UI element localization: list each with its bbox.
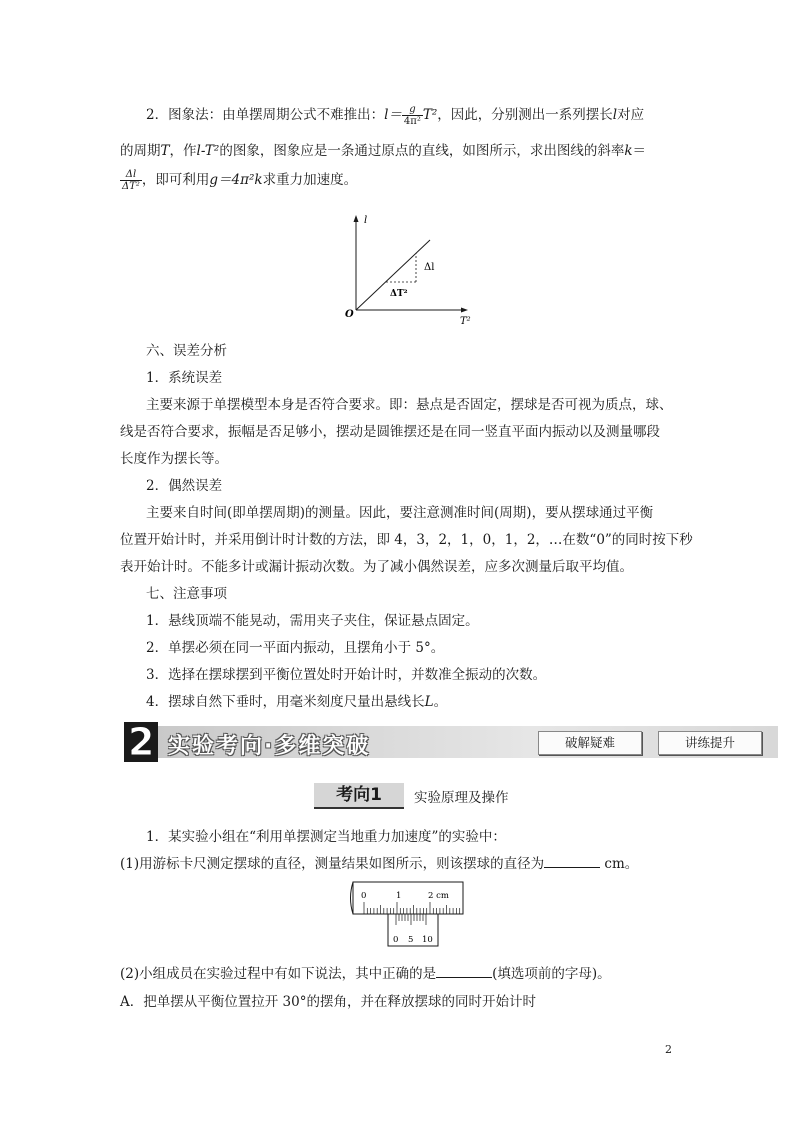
vernier-caliper (350, 876, 466, 948)
text: 。 (433, 694, 448, 710)
origin-label: O (345, 309, 354, 320)
kaoxiang-title: 考向1 (314, 783, 404, 809)
systematic-error-line2: 线是否符合要求，振幅是否足够小，摆动是圆锥摆还是在同一竖直平面内振动以及测量哪段 (120, 424, 660, 440)
note-item-4 (146, 690, 447, 710)
main-label-0: 0 (361, 891, 367, 901)
note-item-1: 1．悬线顶端不能晃动，需用夹子夹住，保证悬点固定。 (146, 613, 479, 629)
l-t2-graph (340, 212, 480, 328)
text: 的周期 (120, 143, 161, 159)
fraction-denominator: 4π² (403, 116, 421, 127)
note-item-3: 3．选择在摆球摆到平衡位置处时开始计时，并数准全振动的次数。 (146, 667, 547, 683)
section-banner (120, 722, 778, 762)
vernier-label-10: 10 (422, 935, 433, 945)
page-number: 2 (665, 1043, 672, 1056)
delta-t2-label: ΔT² (390, 289, 408, 299)
vernier-label-0: 0 (393, 935, 399, 945)
banner-number-box (124, 722, 158, 762)
formula: T² (422, 107, 438, 123)
text: 2．图象法：由单摆周期公式不难推出： (146, 107, 385, 123)
y-axis-label: l (364, 215, 368, 226)
fraction-g-over-4pi2 (402, 104, 423, 127)
systematic-error-line1: 主要来源于单摆模型本身是否符合要求。即：悬点是否固定，摆球是否可视为质点，球、 (146, 397, 673, 413)
graph-line (356, 240, 430, 310)
y-axis-arrow (354, 215, 359, 222)
text: ，即可利用 (141, 172, 210, 188)
text: cm。 (604, 856, 639, 872)
question1-part1 (120, 852, 638, 872)
fraction-numerator: Δl (120, 169, 142, 181)
text: (2)小组成员在实验过程中有如下说法，其中正确的是 (120, 966, 437, 982)
text: ，作 (169, 143, 197, 159)
banner-number: 2 (128, 720, 155, 764)
banner-title: 实验考向·多维突破 (168, 734, 371, 759)
kaoxiang-subtitle: 实验原理及操作 (414, 790, 509, 806)
text: 对应 (617, 107, 645, 123)
main-label-2cm: 2 cm (428, 891, 449, 901)
formula: l＝ (384, 107, 402, 123)
text: ＝ (632, 143, 647, 159)
variable: T (160, 143, 170, 159)
variable: l (612, 107, 618, 123)
text: ，因此，分别测出一系列摆长 (437, 107, 613, 123)
random-error-title: 2．偶然误差 (146, 478, 223, 494)
question1-part2 (120, 962, 611, 982)
para2-line2 (120, 139, 646, 159)
para2-line3 (120, 168, 357, 192)
tab-crack-difficulties[interactable]: 破解疑难 (538, 731, 642, 755)
answer-blank-2[interactable] (436, 965, 492, 978)
fraction-denominator: ΔT² (122, 181, 140, 192)
option-a[interactable]: A．把单摆从平衡位置拉开 30°的摆角，并在释放摆球的同时开始计时 (120, 994, 536, 1010)
text: 求重力加速度。 (262, 172, 358, 188)
formula: g＝4π²k (209, 172, 263, 188)
systematic-error-title: 1．系统误差 (146, 370, 223, 386)
note-item-2: 2．单摆必须在同一平面内振动，且摆角小于 5°。 (146, 640, 445, 656)
fraction-dl-over-dt2 (120, 169, 142, 192)
answer-blank-1[interactable] (544, 855, 600, 868)
variable: k (624, 143, 633, 159)
random-error-line1: 主要来自时间(即单摆周期)的测量。因此，要注意测准时间(周期)，要从摆球通过平衡 (146, 505, 654, 521)
text: (填选项前的字母)。 (492, 966, 611, 982)
question1-intro: 1．某实验小组在“利用单摆测定当地重力加速度”的实验中： (146, 829, 506, 845)
delta-l-label: Δl (424, 262, 435, 273)
vernier-label-5: 5 (408, 935, 414, 945)
para2-line1 (146, 103, 644, 127)
text: 4．摆球自然下垂时，用毫米刻度尺量出悬线长 (146, 694, 425, 710)
x-axis-label: T² (460, 316, 471, 327)
text: 的图象，图象应是一条通过原点的直线，如图所示，求出图线的斜率 (219, 143, 625, 159)
text: (1)用游标卡尺测定摆球的直径，测量结果如图所示，则该摆球的直径为 (120, 856, 545, 872)
tab-practice-improve[interactable]: 讲练提升 (658, 731, 762, 755)
random-error-line3: 表开始计时。不能多计或漏计振动次数。为了减小偶然误差，应多次测量后取平均值。 (120, 559, 633, 575)
variable: l-T² (196, 143, 220, 159)
fraction-numerator: g (402, 104, 423, 116)
variable: L (424, 694, 434, 710)
section7-heading: 七、注意事项 (146, 586, 227, 602)
main-label-1: 1 (396, 891, 402, 901)
x-axis-arrow (461, 308, 468, 313)
section6-heading: 六、误差分析 (146, 343, 227, 359)
systematic-error-line3: 长度作为摆长等。 (120, 451, 228, 467)
random-error-line2: 位置开始计时，并采用倒计时计数的方法，即 4，3，2，1，0，1，2，…在数“0”的同时按下秒 (120, 532, 693, 548)
